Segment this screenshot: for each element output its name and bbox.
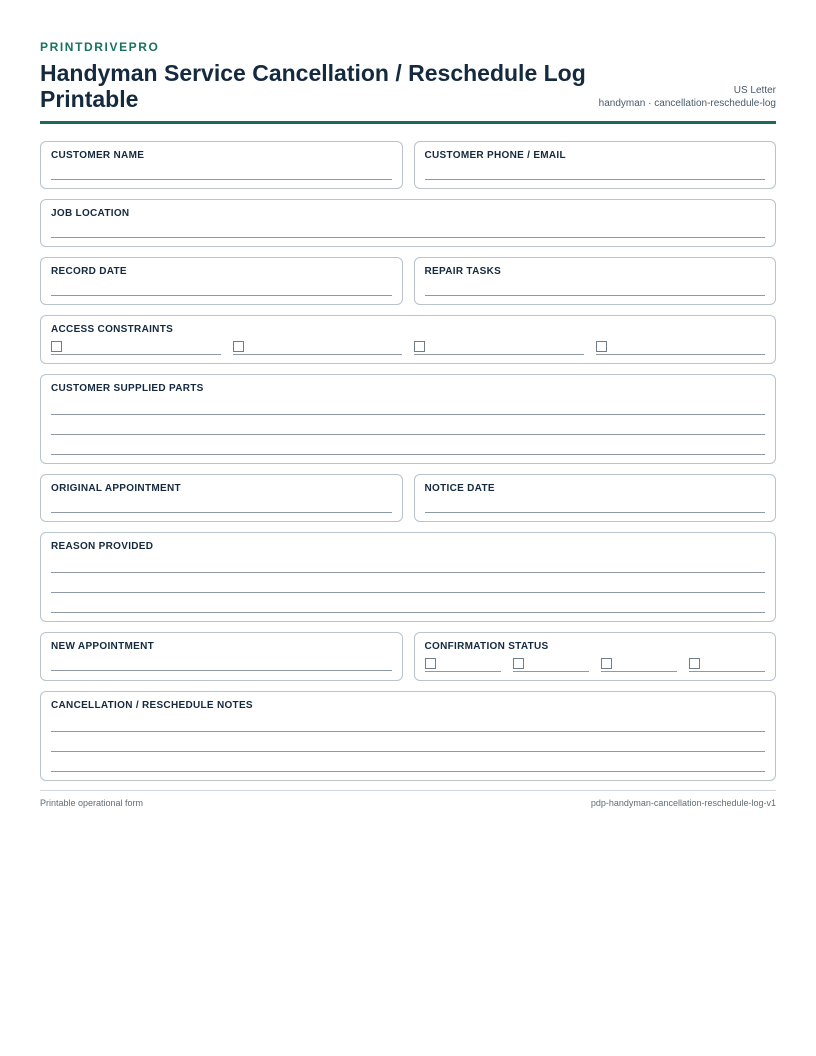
field-label: NEW APPOINTMENT	[51, 641, 155, 652]
footer-description: Printable operational form	[40, 798, 144, 808]
field-label: REPAIR TASKS	[424, 266, 502, 277]
confirmation-status-field	[414, 632, 777, 681]
checkbox-option[interactable]	[596, 340, 766, 355]
checkbox-option[interactable]	[425, 657, 501, 672]
checkbox[interactable]	[425, 658, 436, 669]
customer-name-field	[40, 141, 403, 189]
job-location-field	[40, 199, 776, 247]
write-line[interactable]	[425, 495, 766, 513]
brand-name: PRINTDRIVEPRO	[40, 40, 160, 54]
checkbox[interactable]	[233, 341, 244, 352]
write-line[interactable]	[51, 653, 392, 671]
write-line[interactable]	[51, 593, 765, 613]
document-meta	[599, 84, 776, 110]
checkbox-option[interactable]	[51, 340, 221, 355]
write-line[interactable]	[51, 395, 765, 415]
row-appointment	[40, 474, 776, 522]
row-location	[40, 199, 776, 247]
form-id: pdp-handyman-cancellation-reschedule-log-v1	[590, 798, 776, 808]
write-line[interactable]	[51, 415, 765, 435]
checkbox[interactable]	[689, 658, 700, 669]
checkbox-option[interactable]	[513, 657, 589, 672]
field-label: CUSTOMER NAME	[51, 150, 145, 161]
write-line[interactable]	[425, 162, 766, 180]
form-page	[40, 40, 776, 781]
field-label: RECORD DATE	[51, 266, 127, 277]
original-appointment-field	[40, 474, 403, 522]
write-line[interactable]	[425, 278, 766, 296]
page-title: Handyman Service Cancellation / Reschedule Log Printable	[40, 60, 586, 112]
row-new-appointment	[40, 632, 776, 681]
field-label: CANCELLATION / RESCHEDULE NOTES	[51, 700, 253, 711]
notes-field	[40, 691, 776, 781]
reason-provided-field	[40, 532, 776, 622]
field-label: CUSTOMER PHONE / EMAIL	[424, 150, 566, 161]
access-constraints-field	[40, 315, 776, 364]
write-line[interactable]	[51, 732, 765, 752]
write-line[interactable]	[51, 712, 765, 732]
checkbox-option[interactable]	[414, 340, 584, 355]
checkbox[interactable]	[513, 658, 524, 669]
document-slug: handyman · cancellation-reschedule-log	[598, 98, 776, 109]
checkbox[interactable]	[414, 341, 425, 352]
field-label: CONFIRMATION STATUS	[424, 641, 549, 652]
checkbox[interactable]	[596, 341, 607, 352]
write-line[interactable]	[51, 752, 765, 772]
page-footer	[40, 790, 776, 808]
checkbox-group	[51, 340, 765, 355]
write-line[interactable]	[51, 553, 765, 573]
record-date-field	[40, 257, 403, 305]
checkbox-group	[425, 657, 766, 672]
write-line[interactable]	[51, 435, 765, 455]
write-line[interactable]	[51, 573, 765, 593]
checkbox[interactable]	[51, 341, 62, 352]
row-parts	[40, 374, 776, 464]
row-access	[40, 315, 776, 364]
checkbox[interactable]	[601, 658, 612, 669]
field-label: JOB LOCATION	[51, 208, 130, 219]
write-line[interactable]	[51, 278, 392, 296]
repair-tasks-field	[414, 257, 777, 305]
field-label: ORIGINAL APPOINTMENT	[51, 483, 181, 494]
customer-supplied-parts-field	[40, 374, 776, 464]
header-divider	[40, 121, 776, 124]
paper-size: US Letter	[733, 85, 776, 96]
row-record	[40, 257, 776, 305]
field-label: REASON PROVIDED	[51, 541, 154, 552]
header	[40, 55, 776, 121]
checkbox-option[interactable]	[233, 340, 403, 355]
write-line[interactable]	[51, 220, 765, 238]
row-notes	[40, 691, 776, 781]
field-label: ACCESS CONSTRAINTS	[51, 324, 174, 335]
new-appointment-field	[40, 632, 403, 681]
write-line[interactable]	[51, 162, 392, 180]
row-reason	[40, 532, 776, 622]
notice-date-field	[414, 474, 777, 522]
row-customer	[40, 141, 776, 189]
field-label: CUSTOMER SUPPLIED PARTS	[51, 383, 204, 394]
write-line[interactable]	[51, 495, 392, 513]
field-label: NOTICE DATE	[424, 483, 495, 494]
customer-contact-field	[414, 141, 777, 189]
checkbox-option[interactable]	[689, 657, 765, 672]
checkbox-option[interactable]	[601, 657, 677, 672]
